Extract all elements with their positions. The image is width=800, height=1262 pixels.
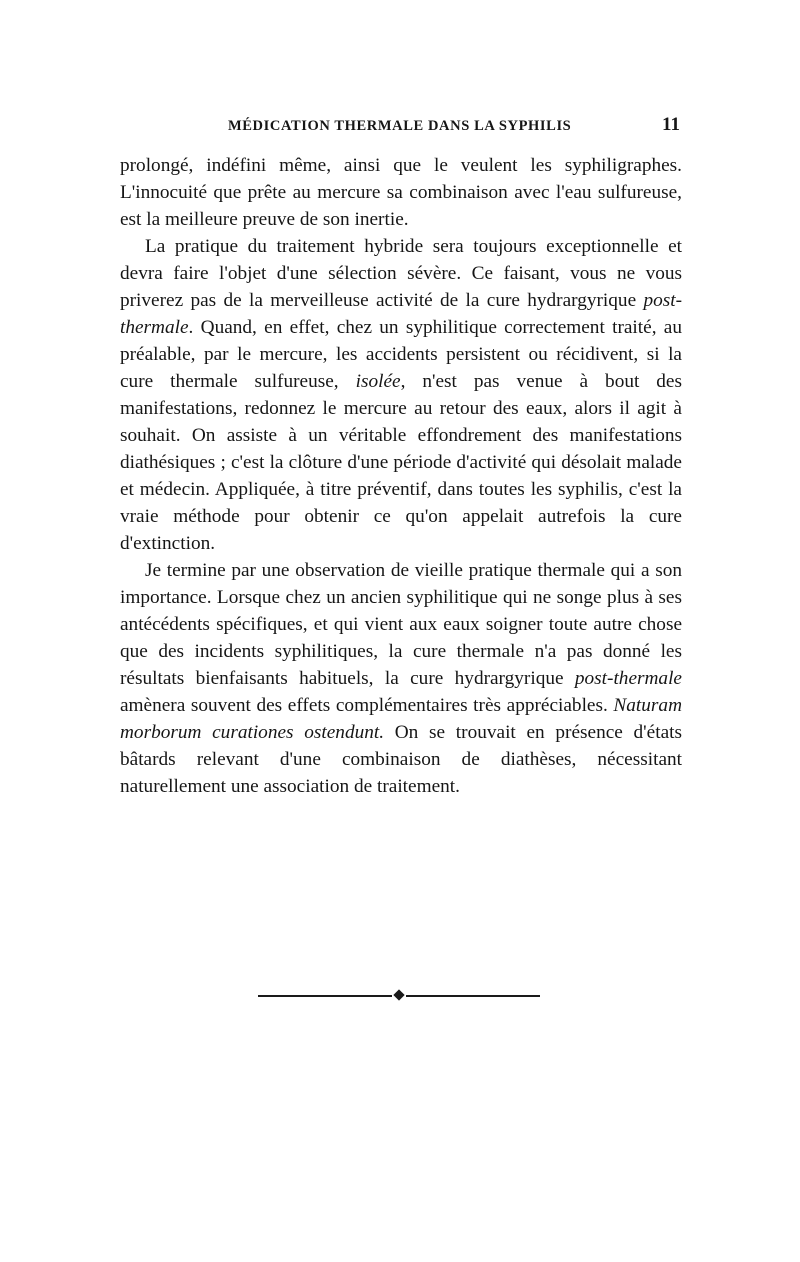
paragraph-3-text-b: amènera souvent des effets complémentaires très appréciables. (120, 695, 614, 716)
italic-isolee: isolée (355, 371, 401, 392)
paragraph-2-text-c: , n'est pas venue à bout des manifestations, redonnez le mercure au retour des eaux, alors il agit à souhait. On assiste à un véritable effondrement des manifestations diathésiques ; c'est la clôture d'une période d'activité qui désolait malade et médecin. Appliquée, à titre préventif, dans toutes les syphilis, c'est la vraie méthode pour obtenir ce qu'on appelait autrefois la cure d'extinction. (120, 371, 682, 554)
ornament-rule-right (406, 995, 540, 997)
paragraph-1 (120, 152, 682, 233)
body-text (120, 152, 682, 800)
running-head (120, 114, 680, 140)
italic-post-thermale: post-thermale (120, 290, 682, 338)
running-title: MÉDICATION THERMALE DANS LA SYPHILIS (228, 118, 572, 134)
paragraph-3-text-c: On se trouvait en présence d'états bâtards relevant d'une combinaison de diathèses, nécessitant naturellement une association de traitement. (120, 722, 682, 797)
ornament-rule-left (258, 995, 392, 997)
paragraph-2-text-b: . Quand, en effet, chez un syphilitique correctement traité, au préalable, par le mercure, les accidents persistent ou récidivent, si la cure thermale sulfureuse, (120, 317, 682, 392)
end-ornament (258, 987, 540, 1001)
paragraph-2 (120, 233, 682, 557)
italic-latin-quote: Naturam morborum curationes ostendunt. (120, 695, 682, 743)
page-number: 11 (662, 114, 680, 135)
paragraph-3 (120, 557, 682, 800)
ornament-diamond-icon (393, 989, 404, 1000)
paragraph-1-text: prolongé, indéfini même, ainsi que le veulent les syphiligraphes. L'innocuité que prête au mercure sa combinaison avec l'eau sulfureuse, est la meilleure preuve de son inertie. (120, 155, 682, 230)
italic-post-thermale-2: post-thermale (574, 668, 682, 689)
paragraph-2-text-a: La pratique du traitement hybride sera toujours exceptionnelle et devra faire l'objet d'une sélection sévère. Ce faisant, vous ne vous priverez pas de la merveilleuse activité de la cure hydrargyrique (120, 236, 682, 311)
paragraph-3-text-a: Je termine par une observation de vieille pratique thermale qui a son importance. Lorsque chez un ancien syphilitique qui ne songe plus à ses antécédents spécifiques, et qui vient aux eaux soigner toute autre chose que des incidents syphilitiques, la cure thermale n'a pas donné les résultats bienfaisants habituels, la cure hydrargyrique (120, 560, 682, 689)
